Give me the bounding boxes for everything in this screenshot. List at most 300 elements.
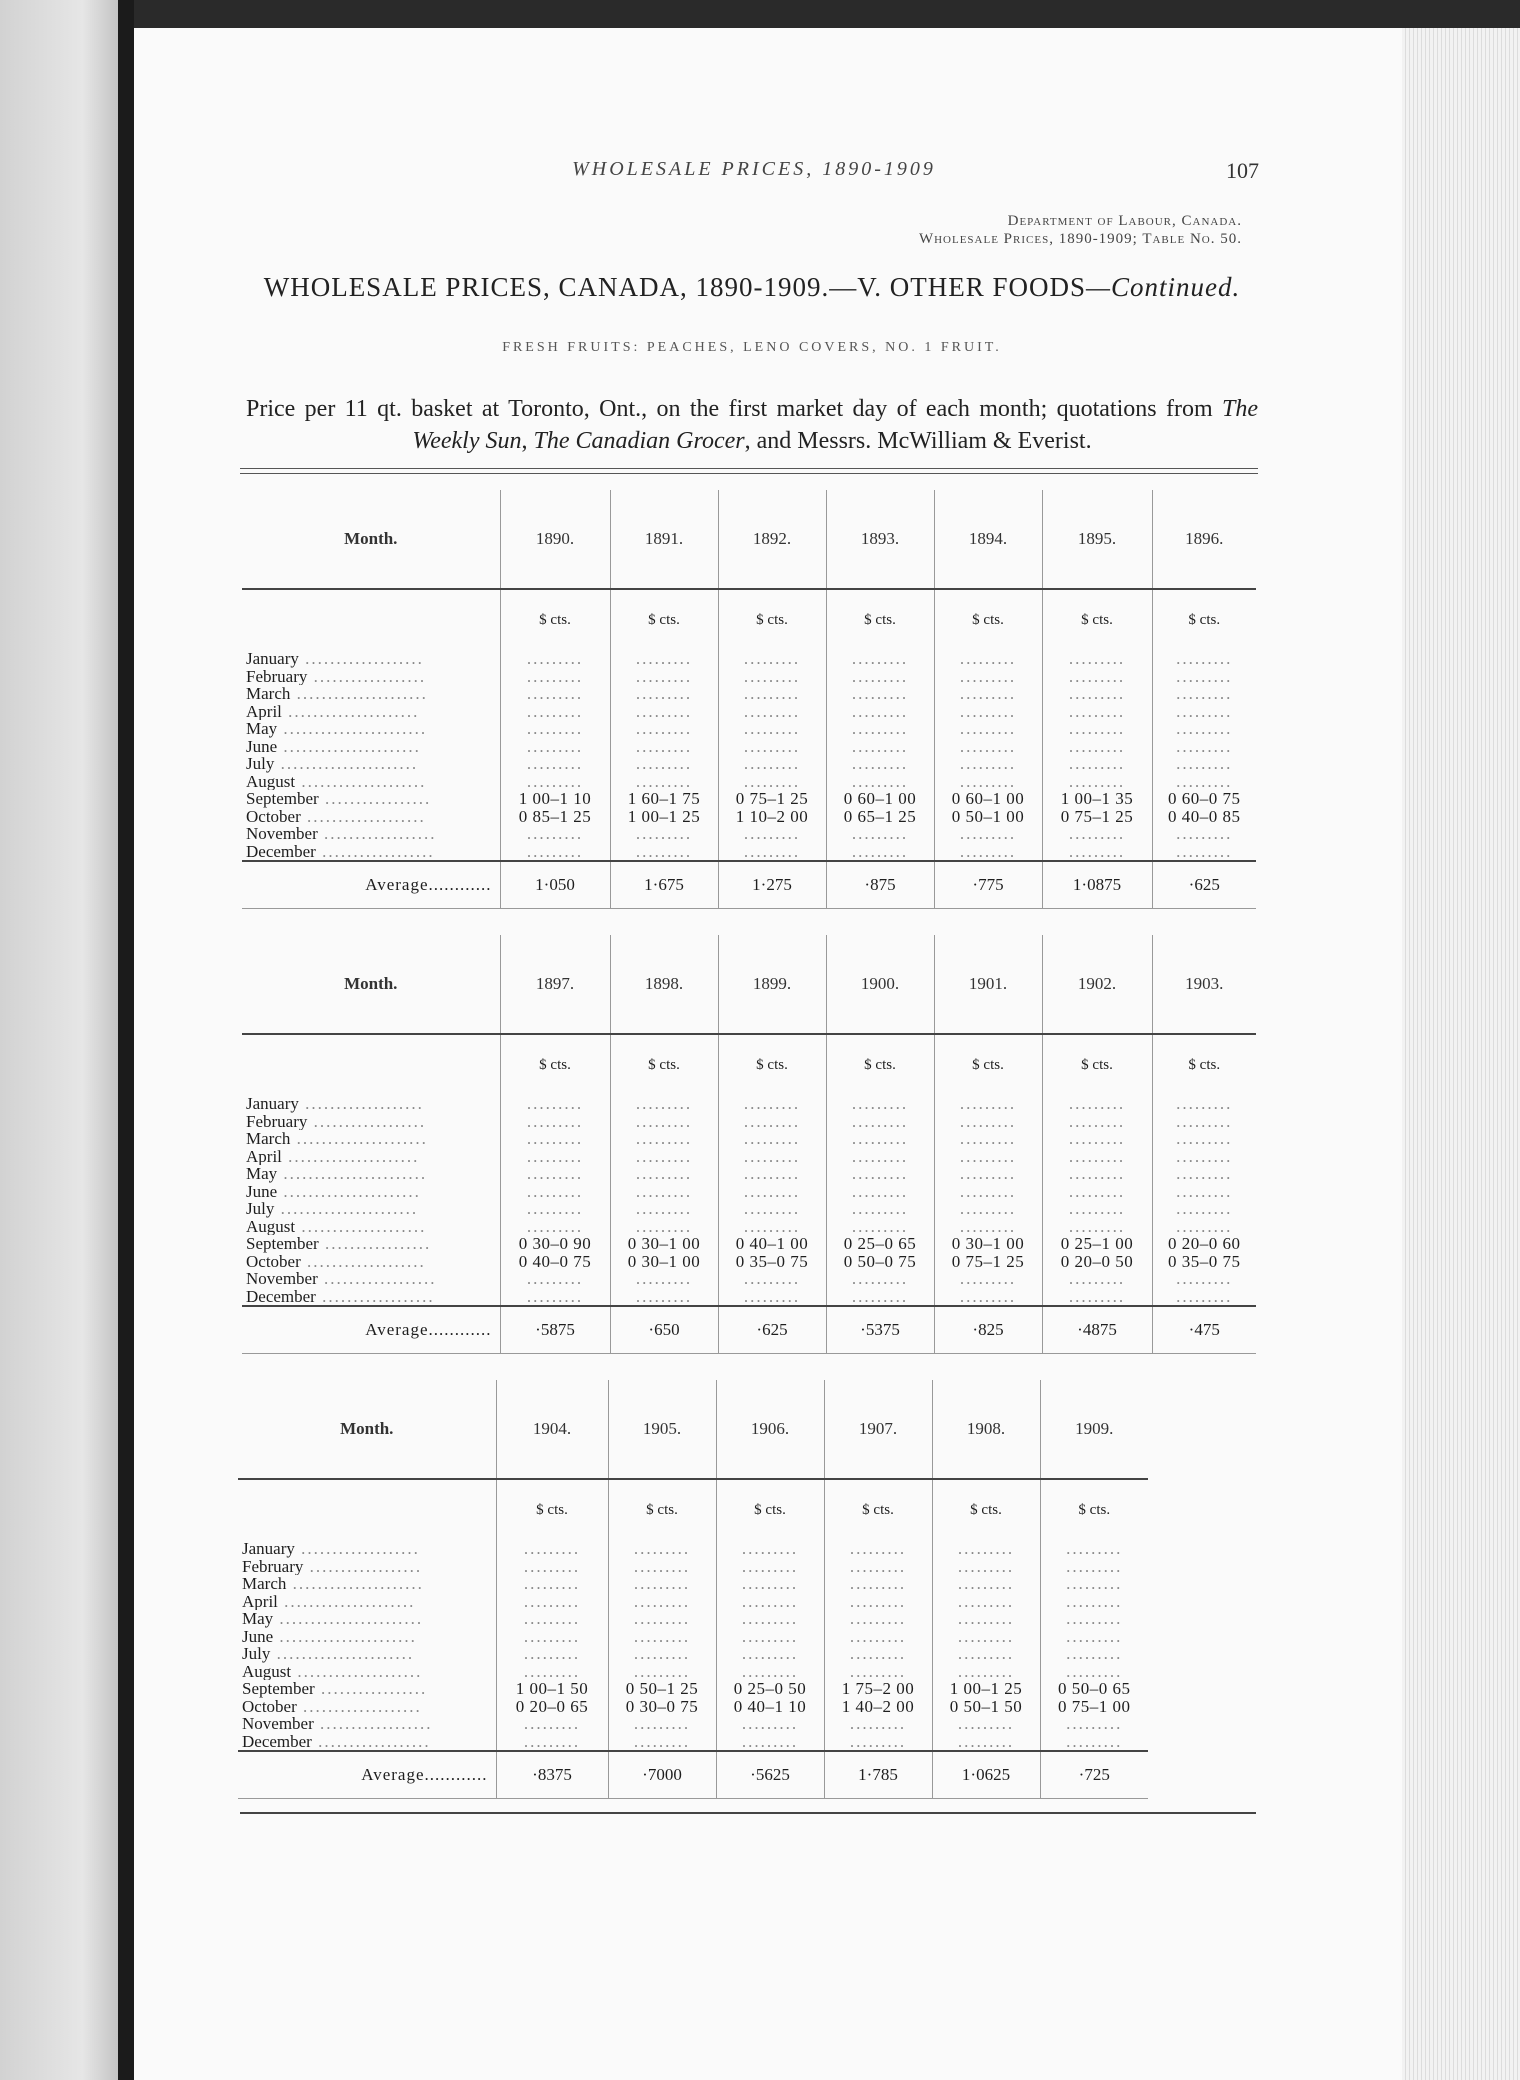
month-label <box>242 650 500 668</box>
main-title-text: WHOLESALE PRICES, CANADA, 1890-1909.—V. OTHER FOODS <box>263 272 1086 302</box>
price-cell: 1 10–2 00 <box>718 808 826 826</box>
empty-price-cell <box>500 1095 610 1113</box>
empty-price-cell <box>826 1270 934 1288</box>
leader-dots: ......... <box>1176 1200 1233 1218</box>
leader-dots: ......... <box>635 720 693 738</box>
empty-price-cell <box>500 1270 610 1288</box>
unit-label: $ cts. <box>826 589 934 650</box>
empty-price-cell <box>718 703 826 721</box>
leader-dots: .................. <box>307 667 427 685</box>
leader-dots: ...................... <box>277 737 421 755</box>
empty-price-cell <box>610 1165 718 1183</box>
average-value: 1·0625 <box>932 1751 1040 1799</box>
month-name: January <box>246 1095 299 1113</box>
leader-dots: ................. <box>318 1235 432 1253</box>
leader-dots: .................. <box>317 825 437 843</box>
year-header: 1893. <box>826 490 934 589</box>
empty-price-cell <box>826 720 934 738</box>
leader-dots: ......... <box>1176 1182 1233 1200</box>
month-label <box>242 1130 500 1148</box>
month-row <box>238 1575 1148 1593</box>
leader-dots: ......... <box>1176 1147 1233 1165</box>
unit-label-spacer <box>242 589 500 650</box>
empty-price-cell <box>1152 668 1256 686</box>
empty-price-cell <box>826 650 934 668</box>
price-cell: 0 25–1 00 <box>1042 1235 1152 1253</box>
empty-price-cell <box>718 1183 826 1201</box>
empty-price-cell <box>934 703 1042 721</box>
sub-title: FRESH FRUITS: PEACHES, LENO COVERS, NO. 1 FRUIT. <box>502 340 1002 355</box>
month-name: January <box>242 1540 295 1558</box>
empty-price-cell <box>932 1558 1040 1576</box>
empty-price-cell <box>932 1645 1040 1663</box>
empty-price-cell <box>608 1610 716 1628</box>
leader-dots: ......... <box>1176 1112 1233 1130</box>
average-value: ·650 <box>610 1306 718 1354</box>
unit-label: $ cts. <box>500 589 610 650</box>
month-row <box>242 738 1256 756</box>
empty-price-cell <box>826 1148 934 1166</box>
month-label <box>242 843 500 862</box>
month-row <box>242 1148 1256 1166</box>
month-row <box>242 1095 1256 1113</box>
empty-price-cell <box>610 1288 718 1307</box>
year-header: 1904. <box>496 1380 608 1479</box>
month-name: December <box>242 1732 312 1751</box>
empty-price-cell <box>1042 703 1152 721</box>
empty-price-cell <box>716 1663 824 1681</box>
leader-dots: ......... <box>851 737 909 755</box>
month-row <box>242 1183 1256 1201</box>
empty-price-cell <box>826 825 934 843</box>
empty-price-cell <box>934 825 1042 843</box>
average-value: 1·0875 <box>1042 861 1152 909</box>
month-label <box>242 703 500 721</box>
leader-dots: ......... <box>851 720 909 738</box>
leader-dots: ......... <box>1068 1270 1126 1288</box>
year-header: 1894. <box>934 490 1042 589</box>
source-canadian-grocer: The Canadian Grocer <box>533 428 745 454</box>
price-cell: 0 65–1 25 <box>826 808 934 826</box>
month-label <box>242 1095 500 1113</box>
leader-dots: .................. <box>303 1557 423 1575</box>
month-name: November <box>246 825 318 843</box>
leader-dots: ......... <box>526 1147 584 1165</box>
month-label <box>242 1165 500 1183</box>
empty-price-cell <box>610 1270 718 1288</box>
leader-dots: ......... <box>959 1147 1017 1165</box>
month-name: May <box>242 1610 274 1628</box>
empty-price-cell <box>1042 1218 1152 1236</box>
leader-dots: ......... <box>1068 737 1126 755</box>
unit-label: $ cts. <box>716 1479 824 1540</box>
empty-price-cell <box>1042 1113 1152 1131</box>
leader-dots: ......... <box>1066 1662 1123 1680</box>
leader-dots: ......... <box>743 685 801 703</box>
empty-price-cell <box>610 668 718 686</box>
leader-dots: ................... <box>298 650 424 668</box>
month-name: August <box>246 772 296 790</box>
average-row <box>242 1306 1256 1354</box>
empty-price-cell <box>932 1628 1040 1646</box>
leader-dots: ......... <box>526 720 584 738</box>
empty-price-cell <box>824 1715 932 1733</box>
leader-dots: ......... <box>1068 772 1126 790</box>
leader-dots: ......... <box>635 1182 693 1200</box>
month-name: January <box>246 650 299 668</box>
empty-price-cell <box>718 685 826 703</box>
unit-label: $ cts. <box>1152 589 1256 650</box>
month-row <box>242 1253 1256 1271</box>
leader-dots: ......... <box>523 1645 581 1663</box>
empty-price-cell <box>934 1148 1042 1166</box>
price-cell: 0 35–0 75 <box>718 1253 826 1271</box>
average-text: Average <box>361 1765 425 1784</box>
leader-dots: ......... <box>1068 1200 1126 1218</box>
price-cell: 0 60–1 00 <box>826 790 934 808</box>
leader-dots: ......... <box>1068 720 1126 738</box>
month-row <box>242 843 1256 862</box>
leader-dots: ......... <box>957 1592 1015 1610</box>
leader-dots: ..................... <box>281 1147 420 1165</box>
leader-dots: ......... <box>851 772 909 790</box>
month-row <box>242 1270 1256 1288</box>
empty-price-cell <box>496 1628 608 1646</box>
month-row <box>238 1540 1148 1558</box>
leader-dots: ............ <box>428 1320 492 1339</box>
leader-dots: ......... <box>851 1270 909 1288</box>
unit-label: $ cts. <box>824 1479 932 1540</box>
leader-dots: ......... <box>957 1732 1015 1751</box>
leader-dots: ......... <box>851 685 909 703</box>
month-row <box>242 790 1256 808</box>
leader-dots: ......... <box>959 772 1017 790</box>
leader-dots: ......... <box>1176 755 1233 773</box>
month-label <box>242 1288 500 1307</box>
leader-dots: ......... <box>959 667 1017 685</box>
empty-price-cell <box>610 1148 718 1166</box>
leader-dots: ......... <box>526 842 584 861</box>
empty-price-cell <box>1152 825 1256 843</box>
leader-dots: ......... <box>743 1270 801 1288</box>
month-label <box>242 1218 500 1236</box>
unit-label: $ cts. <box>718 1034 826 1095</box>
leader-dots: ......... <box>741 1627 799 1645</box>
empty-price-cell <box>608 1663 716 1681</box>
leader-dots: ...................... <box>270 1645 415 1663</box>
month-column-header: Month. <box>344 529 398 548</box>
price-cell: 0 40–0 75 <box>500 1253 610 1271</box>
month-name: June <box>246 737 278 755</box>
month-row <box>242 825 1256 843</box>
empty-price-cell <box>826 1218 934 1236</box>
unit-label: $ cts. <box>934 1034 1042 1095</box>
empty-price-cell <box>1040 1715 1148 1733</box>
leader-dots: ......... <box>741 1540 799 1558</box>
leader-dots: ......... <box>526 702 584 720</box>
leader-dots: ......... <box>1066 1732 1123 1751</box>
empty-price-cell <box>608 1628 716 1646</box>
average-value: ·825 <box>934 1306 1042 1354</box>
leader-dots: ......... <box>523 1575 581 1593</box>
month-row <box>242 650 1256 668</box>
price-cell: 0 20–0 65 <box>496 1698 608 1716</box>
leader-dots: ......... <box>849 1592 907 1610</box>
empty-price-cell <box>610 685 718 703</box>
unit-label: $ cts. <box>934 589 1042 650</box>
leader-dots: ......... <box>743 1287 801 1306</box>
empty-price-cell <box>500 1288 610 1307</box>
month-label <box>242 1270 500 1288</box>
month-name: December <box>246 842 316 861</box>
price-cell: 0 50–0 65 <box>1040 1680 1148 1698</box>
empty-price-cell <box>608 1558 716 1576</box>
leader-dots: ......... <box>635 1217 693 1235</box>
month-label <box>242 1200 500 1218</box>
empty-price-cell <box>826 1130 934 1148</box>
empty-price-cell <box>716 1733 824 1752</box>
empty-price-cell <box>1042 1095 1152 1113</box>
empty-price-cell <box>608 1575 716 1593</box>
leader-dots: ......... <box>741 1592 799 1610</box>
leader-dots: ......... <box>1068 1130 1126 1148</box>
leader-dots: ......... <box>741 1715 799 1733</box>
month-row <box>242 703 1256 721</box>
leader-dots: ......... <box>1066 1715 1123 1733</box>
empty-price-cell <box>824 1610 932 1628</box>
leader-dots: ......... <box>851 1165 909 1183</box>
price-cell: 0 75–1 00 <box>1040 1698 1148 1716</box>
month-row <box>238 1558 1148 1576</box>
average-value: 1·275 <box>718 861 826 909</box>
empty-price-cell <box>1152 1148 1256 1166</box>
empty-price-cell <box>608 1593 716 1611</box>
month-label <box>238 1680 496 1698</box>
empty-price-cell <box>934 738 1042 756</box>
leader-dots: ......... <box>957 1575 1015 1593</box>
average-value: ·775 <box>934 861 1042 909</box>
price-cell: 0 50–1 50 <box>932 1698 1040 1716</box>
month-name: April <box>242 1592 278 1610</box>
empty-price-cell <box>718 668 826 686</box>
leader-dots: ......... <box>743 1112 801 1130</box>
average-label <box>242 1306 500 1354</box>
empty-price-cell <box>824 1558 932 1576</box>
leader-dots: ......... <box>633 1575 691 1593</box>
left-page-edge <box>0 0 118 2080</box>
empty-price-cell <box>718 738 826 756</box>
leader-dots: ......... <box>851 650 909 668</box>
empty-price-cell <box>718 773 826 791</box>
leader-dots: ......... <box>635 1130 693 1148</box>
empty-price-cell <box>610 720 718 738</box>
leader-dots: ...................... <box>277 1182 421 1200</box>
average-value: ·5875 <box>500 1306 610 1354</box>
empty-price-cell <box>716 1593 824 1611</box>
empty-price-cell <box>934 843 1042 862</box>
leader-dots: ......... <box>741 1575 799 1593</box>
leader-dots: ......... <box>1176 667 1233 685</box>
empty-price-cell <box>716 1575 824 1593</box>
empty-price-cell <box>500 773 610 791</box>
leader-dots: ......... <box>1066 1575 1123 1593</box>
average-value: 1·675 <box>610 861 718 909</box>
empty-price-cell <box>500 668 610 686</box>
empty-price-cell <box>718 1113 826 1131</box>
month-label <box>238 1558 496 1576</box>
empty-price-cell <box>934 685 1042 703</box>
empty-price-cell <box>1042 685 1152 703</box>
empty-price-cell <box>496 1558 608 1576</box>
empty-price-cell <box>934 1130 1042 1148</box>
leader-dots: ......... <box>635 1165 693 1183</box>
leader-dots: .................... <box>295 772 427 790</box>
unit-label: $ cts. <box>1042 1034 1152 1095</box>
leader-dots: ......... <box>523 1610 581 1628</box>
empty-price-cell <box>1042 1148 1152 1166</box>
leader-dots: ......... <box>959 755 1017 773</box>
leader-dots: ......... <box>523 1732 581 1751</box>
year-header: 1895. <box>1042 490 1152 589</box>
leader-dots: ......... <box>957 1557 1015 1575</box>
leader-dots: ..................... <box>286 1575 424 1593</box>
empty-price-cell <box>826 773 934 791</box>
price-cell: 1 40–2 00 <box>824 1698 932 1716</box>
month-name: May <box>246 720 278 738</box>
leader-dots: ................. <box>314 1680 428 1698</box>
average-value: ·4875 <box>1042 1306 1152 1354</box>
empty-price-cell <box>824 1540 932 1558</box>
leader-dots: ......... <box>1068 1147 1126 1165</box>
leader-dots: ......... <box>959 1182 1017 1200</box>
empty-price-cell <box>500 755 610 773</box>
empty-price-cell <box>1152 1200 1256 1218</box>
leader-dots: ......... <box>1176 650 1233 668</box>
price-cell: 1 00–1 10 <box>500 790 610 808</box>
leader-dots: ................... <box>298 1095 424 1113</box>
empty-price-cell <box>826 1288 934 1307</box>
leader-dots: ......... <box>851 825 909 843</box>
empty-price-cell <box>1152 1165 1256 1183</box>
leader-dots: ......... <box>851 1217 909 1235</box>
leader-dots: ......... <box>526 825 584 843</box>
empty-price-cell <box>824 1575 932 1593</box>
month-row <box>242 808 1256 826</box>
leader-dots: ......... <box>851 1147 909 1165</box>
leader-dots: ......... <box>1068 685 1126 703</box>
month-row <box>238 1628 1148 1646</box>
leader-dots: ................... <box>300 1252 426 1270</box>
month-name: October <box>246 807 301 825</box>
unit-label: $ cts. <box>496 1479 608 1540</box>
month-name: September <box>242 1680 315 1698</box>
month-row <box>242 1130 1256 1148</box>
leader-dots: ......... <box>1068 1217 1126 1235</box>
leader-dots: ......... <box>635 1200 693 1218</box>
month-label <box>242 738 500 756</box>
empty-price-cell <box>1152 1183 1256 1201</box>
price-cell: 0 75–1 25 <box>934 1253 1042 1271</box>
month-name: October <box>242 1697 297 1715</box>
month-name: June <box>246 1182 278 1200</box>
price-cell: 0 20–0 50 <box>1042 1253 1152 1271</box>
month-name: November <box>242 1715 314 1733</box>
month-column-header: Month. <box>340 1419 394 1438</box>
price-cell: 0 25–0 50 <box>716 1680 824 1698</box>
month-name: November <box>246 1270 318 1288</box>
empty-price-cell <box>826 1113 934 1131</box>
leader-dots: ......... <box>633 1732 691 1751</box>
empty-price-cell <box>826 755 934 773</box>
leader-dots: ......... <box>959 685 1017 703</box>
year-header-row <box>238 1380 1148 1479</box>
average-value: ·7000 <box>608 1751 716 1799</box>
leader-dots: ......... <box>635 1095 693 1113</box>
empty-price-cell <box>1042 1130 1152 1148</box>
month-name: March <box>242 1575 287 1593</box>
leader-dots: ......... <box>743 1217 801 1235</box>
leader-dots: ......... <box>851 1112 909 1130</box>
empty-price-cell <box>934 1113 1042 1131</box>
empty-price-cell <box>610 1183 718 1201</box>
empty-price-cell <box>496 1733 608 1752</box>
empty-price-cell <box>1042 1270 1152 1288</box>
leader-dots: ......... <box>959 1200 1017 1218</box>
leader-dots: ......... <box>526 737 584 755</box>
unit-label: $ cts. <box>608 1479 716 1540</box>
month-name: February <box>246 1112 308 1130</box>
leader-dots: ......... <box>957 1610 1015 1628</box>
unit-label: $ cts. <box>932 1479 1040 1540</box>
leader-dots: ............ <box>428 875 492 894</box>
month-label <box>238 1610 496 1628</box>
leader-dots: ......... <box>635 702 693 720</box>
leader-dots: ...................... <box>274 755 419 773</box>
month-label <box>242 808 500 826</box>
empty-price-cell <box>1152 650 1256 668</box>
leader-dots: ......... <box>1068 1095 1126 1113</box>
leader-dots: ......... <box>957 1645 1015 1663</box>
leader-dots: ......... <box>633 1645 691 1663</box>
empty-price-cell <box>500 1148 610 1166</box>
empty-price-cell <box>932 1593 1040 1611</box>
average-value: ·875 <box>826 861 934 909</box>
empty-price-cell <box>716 1628 824 1646</box>
empty-price-cell <box>496 1593 608 1611</box>
leader-dots: ......... <box>851 1182 909 1200</box>
average-text: Average <box>365 1320 429 1339</box>
leader-dots: ......... <box>743 772 801 790</box>
leader-dots: ...................... <box>273 1627 417 1645</box>
leader-dots: ......... <box>1066 1610 1123 1628</box>
empty-price-cell <box>1152 755 1256 773</box>
month-name: July <box>246 755 275 773</box>
leader-dots: ......... <box>741 1645 799 1663</box>
average-label <box>238 1751 496 1799</box>
empty-price-cell <box>1040 1645 1148 1663</box>
leader-dots: ......... <box>743 755 801 773</box>
year-header-row <box>242 935 1256 1034</box>
empty-price-cell <box>934 720 1042 738</box>
month-name: October <box>246 1252 301 1270</box>
leader-dots: ......... <box>741 1557 799 1575</box>
year-header: 1905. <box>608 1380 716 1479</box>
leader-dots: ......... <box>526 1217 584 1235</box>
leader-dots: ...................... <box>274 1200 419 1218</box>
leader-dots: ......... <box>849 1732 907 1751</box>
empty-price-cell <box>826 738 934 756</box>
leader-dots: ......... <box>849 1627 907 1645</box>
